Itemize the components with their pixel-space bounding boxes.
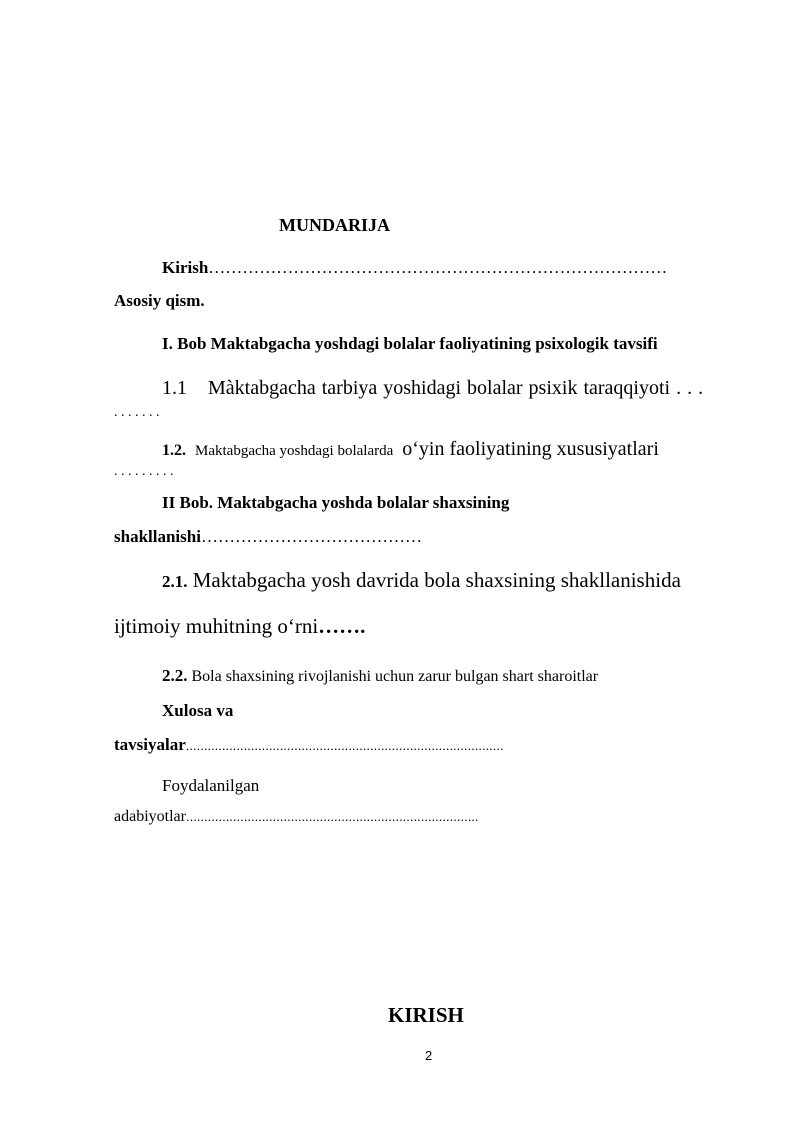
toc-entry-2-1 [162,570,681,591]
toc-1-2-leader: . . . . . . . . . [114,464,174,479]
toc-references-leader: ................................................................................. [185,809,479,824]
toc-conclusion-label: tavsiyalar [114,735,186,754]
toc-main-part: Asosiy qism. [114,291,205,310]
toc-chapter-2-leader: ………………………………… [200,527,422,546]
toc-title: MUNDARIJA [279,215,390,235]
toc-entry-1-2 [162,439,659,459]
toc-entry-intro [162,259,667,276]
toc-chapter-2-line2 [114,528,422,545]
toc-2-2-title: Bola shaxsining rivojlanishi uchun zarur bulgan shart sharoitlar [191,668,599,685]
toc-2-1-title: Maktabgacha yosh davrida bola shaxsining shakllanishida [192,568,681,592]
toc-2-2-number: 2.2. [162,666,188,685]
toc-2-1-title-cont: ijtimoiy muhitning o‘rni [114,614,319,638]
toc-1-2-number: 1.2. [162,442,186,459]
toc-1-1-leader: . . . . . . . [114,405,160,420]
toc-entry-1-1 [162,378,703,398]
toc-1-2-title-large: o‘yin faoliyatining xususiyatlari [402,438,659,460]
page-number: 2 [425,1048,433,1063]
toc-1-2-title-small: Maktabgacha yoshdagi bolalarda [195,443,394,459]
toc-1-1-title: Màktabgacha tarbiya yoshidagi bolalar psixik taraqqiyoti . . . [208,377,704,399]
toc-chapter-2-label: shakllanishi [114,527,201,546]
toc-intro-label: Kirish [162,258,209,277]
toc-intro-leader: ……………………………………………………………………… [208,258,668,277]
toc-entry-chapter-1: I. Bob Maktabgacha yoshdagi bolalar faoliyatining psixologik tavsifi [162,334,658,353]
toc-entry-references: Foydalanilgan [162,776,260,795]
toc-2-1-leader: ……. [318,614,366,638]
next-section-heading: KIRISH [388,1003,464,1027]
toc-entry-conclusion: Xulosa va [162,701,234,720]
toc-references-line2 [114,809,479,825]
toc-references-label: adabiyotlar [114,808,186,825]
toc-entry-chapter-2: II Bob. Maktabgacha yoshda bolalar shaxsining [162,493,510,512]
toc-2-1-number: 2.1. [162,572,188,591]
toc-1-1-number: 1.1 [162,377,187,399]
toc-entry-2-2 [162,667,598,685]
toc-conclusion-line2 [114,736,504,753]
toc-2-1-line2 [114,616,365,637]
toc-conclusion-leader: ........................................................................................ [185,738,504,753]
